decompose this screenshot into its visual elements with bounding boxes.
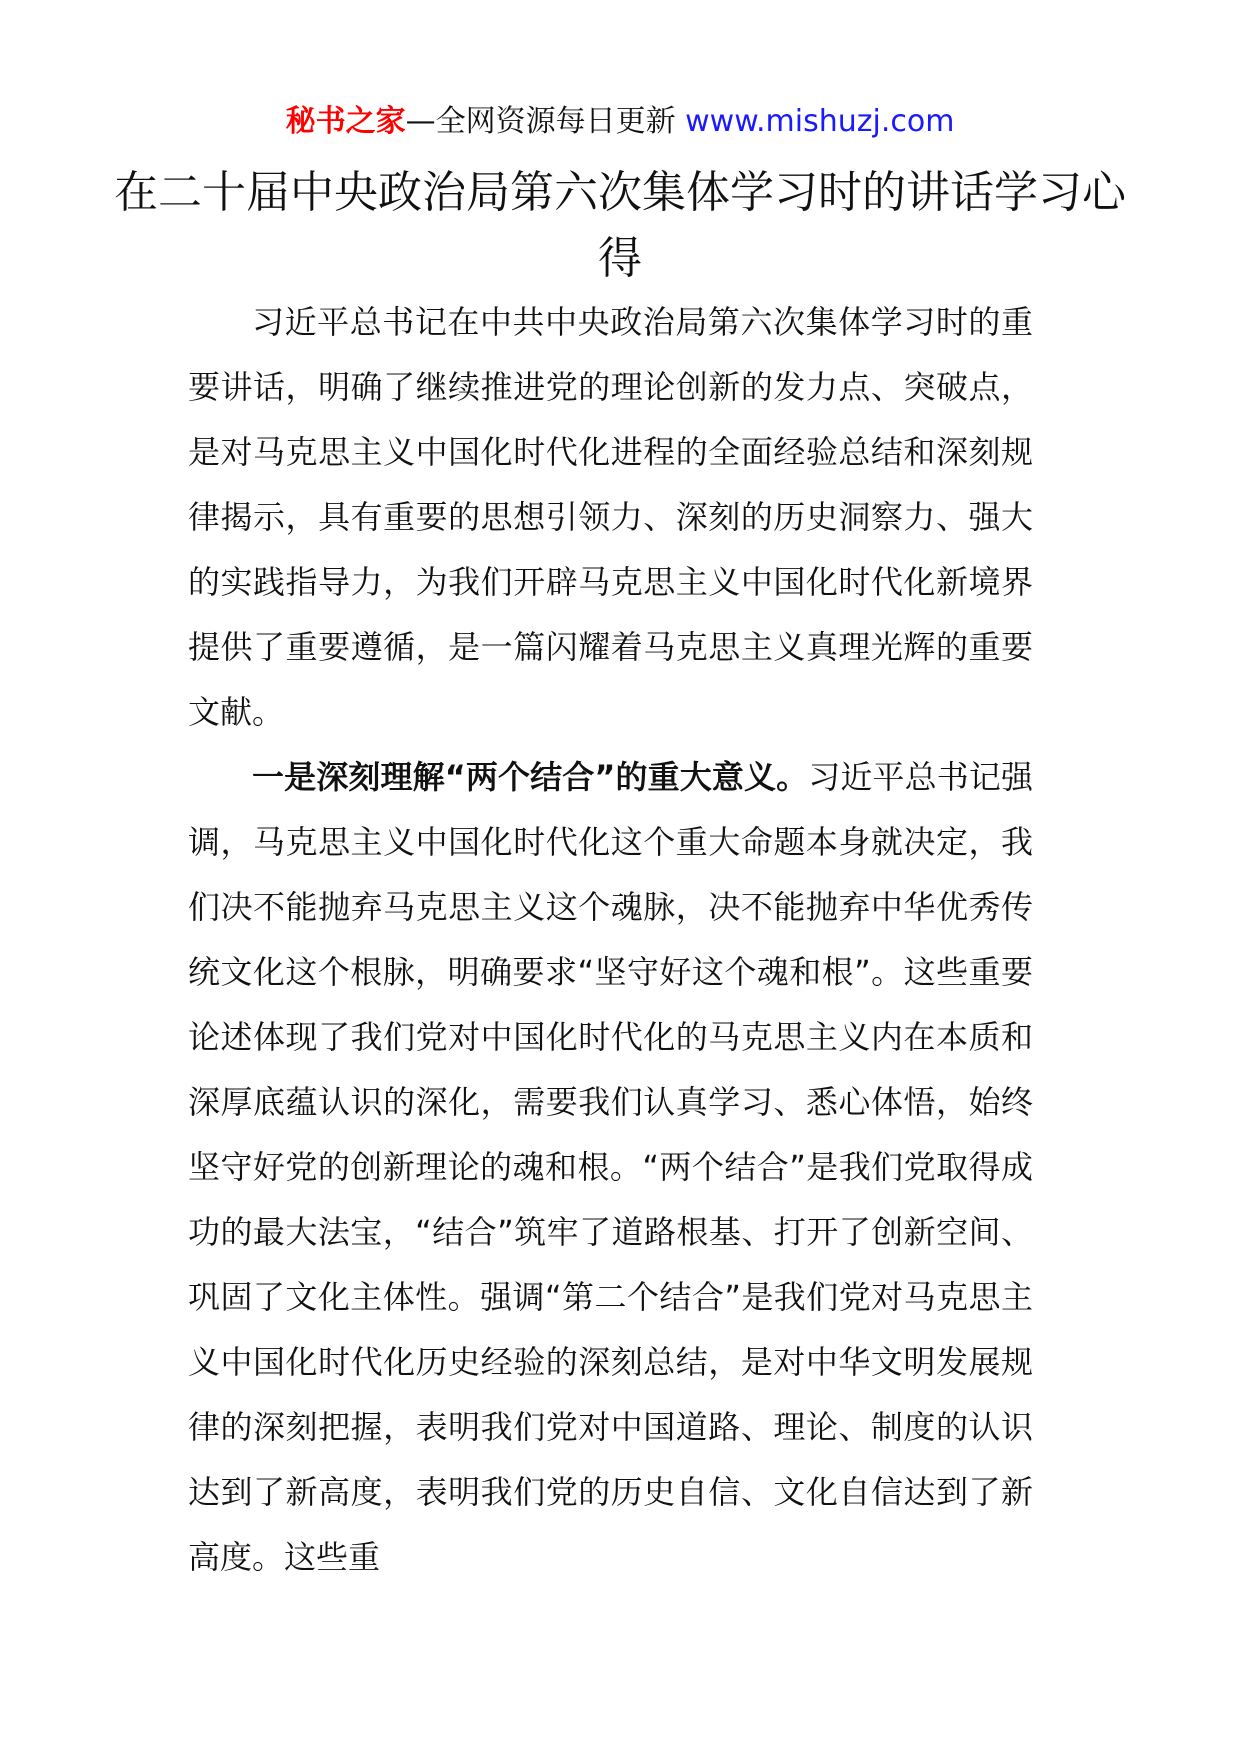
site-tagline: —全网资源每日更新 (405, 104, 686, 139)
document-body (188, 290, 1033, 1590)
site-header (0, 100, 1240, 144)
paragraph-text: 习近平总书记强调，马克思主义中国化时代化这个重大命题本身就决定，我们决不能抛弃马克思主义这个魂脉，决不能抛弃中华优秀传统文化这个根脉，明确要求“坚守好这个魂和根”。这些重要论述体现了我们党对中国化时代化的马克思主义内在本质和深厚底蕴认识的深化，需要我们认真学习、悉心体悟，始终坚守好党的创新理论的魂和根。“两个结合”是我们党取得成功的最大法宝，“结合”筑牢了道路根基、打开了创新空间、巩固了文化主体性。强调“第二个结合”是我们党对马克思主义中国化时代化历史经验的深刻总结，是对中华文明发展规律的深刻把握，表明我们党对中国道路、理论、制度的认识达到了新高度，表明我们党的历史自信、文化自信达到了新高度。这些重 (188, 758, 1033, 1576)
paragraph-text: 习近平总书记在中共中央政治局第六次集体学习时的重要讲话，明确了继续推进党的理论创新的发力点、突破点，是对马克思主义中国化时代化进程的全面经验总结和深刻规律揭示，具有重要的思想引领力、深刻的历史洞察力、强大的实践指导力，为我们开辟马克思主义中国化时代化新境界提供了重要遵循，是一篇闪耀着马克思主义真理光辉的重要文献。 (188, 303, 1033, 731)
document-title: 在二十届中央政治局第六次集体学习时的讲话学习心得 (114, 167, 1126, 284)
site-url-link[interactable]: www.mishuzj.com (685, 104, 955, 139)
site-brand: 秘书之家 (285, 104, 406, 139)
paragraph-intro (188, 290, 1033, 745)
paragraph-lead: 一是深刻理解“两个结合”的重大意义。 (252, 758, 809, 796)
paragraph-point-one (188, 745, 1033, 1590)
